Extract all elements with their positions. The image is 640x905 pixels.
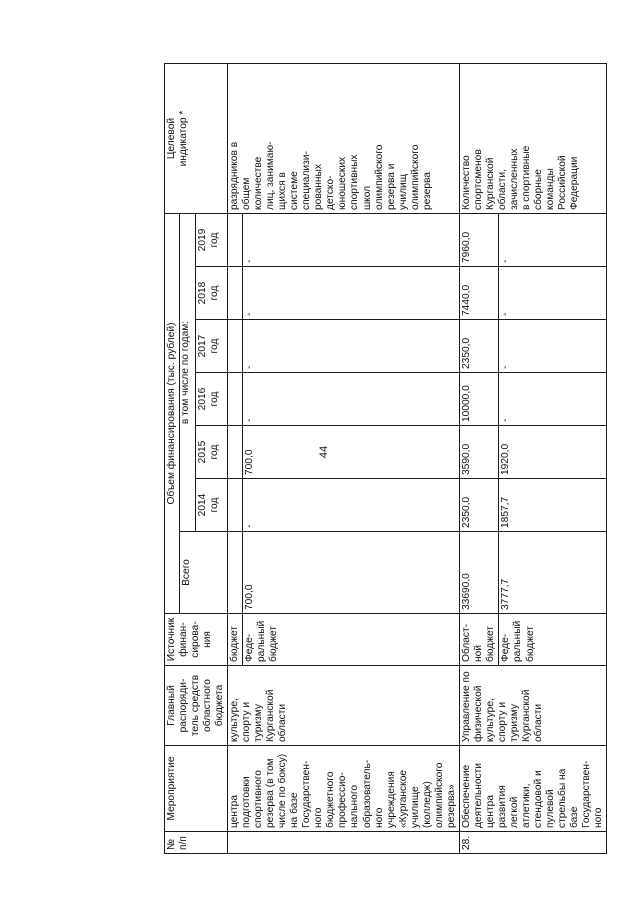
header-manager: Главный распоряди- тель средств областного бюджета	[165, 666, 228, 746]
header-year-2018: 2018 год	[196, 267, 228, 320]
cell-2015: 3590,0	[459, 426, 499, 479]
header-year-2015: 2015 год	[196, 426, 228, 479]
cell-no: 28.	[459, 832, 606, 854]
header-year-2016: 2016 год	[196, 373, 228, 426]
financing-table	[164, 63, 607, 854]
header-indicator: Целевой индикатор *	[165, 64, 228, 214]
cell-2017: -	[499, 320, 607, 373]
table-row	[228, 64, 243, 854]
header-by-years: в том числе по годам:	[180, 214, 196, 532]
cell-total	[228, 532, 243, 614]
header-event: Мероприятие	[165, 746, 228, 832]
rotated-table-area	[164, 64, 605, 854]
header-no: № п/п	[165, 832, 228, 854]
cell-2016	[228, 373, 243, 426]
cell-2014: 2350,0	[459, 479, 499, 532]
cell-2019: -	[499, 214, 607, 267]
cell-2017: -	[243, 320, 459, 373]
cell-2017: 2350,0	[459, 320, 499, 373]
header-year-2017: 2017 год	[196, 320, 228, 373]
cell-source: Феде- ральный бюджет	[243, 614, 459, 666]
cell-2019	[228, 214, 243, 267]
cell-manager: Управление по физической культуре, спорту и туризму Курганской области	[459, 666, 606, 746]
cell-source: Феде- ральный бюджет	[499, 614, 607, 666]
header-funding-title: Объем финансирования (тыс. рублей)	[165, 214, 180, 614]
cell-indicator: разрядников в общем количестве лиц, занимаю- щихся в системе специализи- рованных детско- юношеских спортивных школ олимпийского резерва и училищ олимпийского резерва	[228, 64, 460, 214]
header-year-2014: 2014 год	[196, 479, 228, 532]
cell-2016: 10000,0	[459, 373, 499, 426]
table-row	[459, 64, 499, 854]
cell-indicator: Количество спортсменов Курганской области, зачисленных в спортивные сборные команды Российской Федерации	[459, 64, 606, 214]
cell-2014: 1857,7	[499, 479, 607, 532]
page-number: 44	[318, 445, 330, 459]
cell-total: 33690,0	[459, 532, 499, 614]
cell-source: Област- ной бюджет	[459, 614, 499, 666]
cell-2018: -	[499, 267, 607, 320]
cell-source: бюджет	[228, 614, 243, 666]
cell-2018	[228, 267, 243, 320]
cell-2015: 1920,0	[499, 426, 607, 479]
cell-2018: -	[243, 267, 459, 320]
rotated-page-content	[164, 64, 605, 854]
cell-2014	[228, 479, 243, 532]
cell-manager: культуре, спорту и туризму Курганской области	[228, 666, 460, 746]
cell-total: 3777,7	[499, 532, 607, 614]
header-year-2019: 2019 год	[196, 214, 228, 267]
cell-2016: -	[499, 373, 607, 426]
cell-2017	[228, 320, 243, 373]
cell-no	[228, 832, 460, 854]
cell-event: центра подготовки спортивного резерва (в том числе по боксу) на базе Государствен- ного бюджетного профессио- нального образователь- ного учреждения «Курганское училище (колледж) олимпийского резерва»	[228, 746, 460, 832]
header-row-1	[165, 64, 180, 854]
cell-event: Обеспечение деятельности центра развития легкой атлетики, стендовой и пулевой стрельбы на базе Государствен- ного	[459, 746, 606, 832]
cell-2019: -	[243, 214, 459, 267]
cell-2018: 7440,0	[459, 267, 499, 320]
cell-2016: -	[243, 373, 459, 426]
cell-2019: 7960,0	[459, 214, 499, 267]
cell-total: 700,0	[243, 532, 459, 614]
cell-2015	[228, 426, 243, 479]
header-source: Источник финан- сирова- ния	[165, 614, 228, 666]
cell-2014: -	[243, 479, 459, 532]
header-total: Всего	[180, 532, 228, 614]
cell-2015: 700,0	[243, 426, 459, 479]
